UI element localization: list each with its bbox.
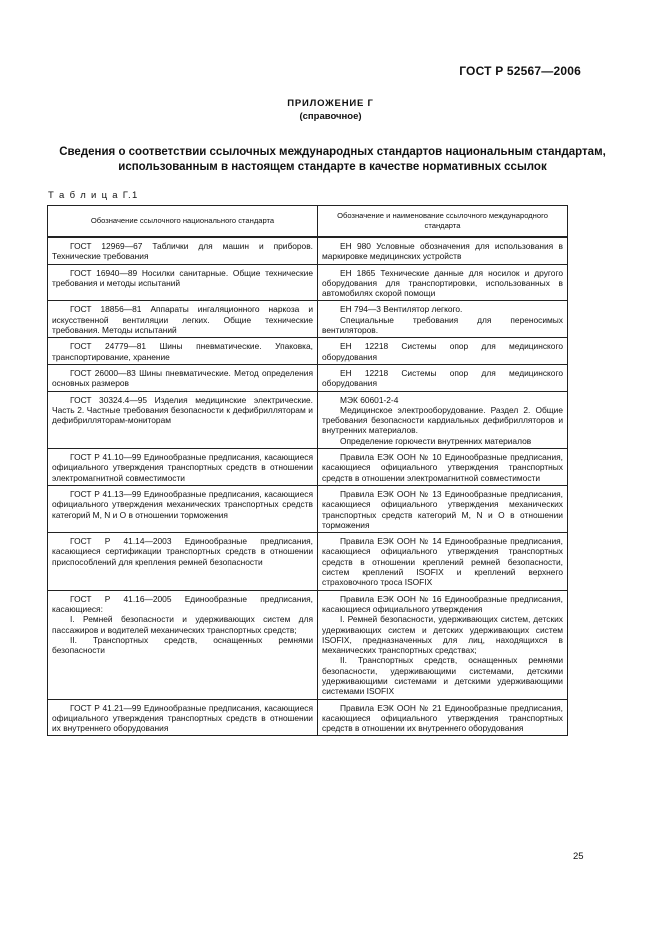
cell-text: II. Транспортных средств, оснащенных ремнями безопасности, удерживающими системами, детскими удерживающими системами и детскими удерживающими системами ISOFIX bbox=[322, 655, 563, 697]
table-cell-national bbox=[48, 301, 318, 338]
cell-text: ЕН 12218 Системы опор для медицинского оборудования bbox=[322, 367, 563, 389]
table-cell-international bbox=[318, 699, 568, 736]
cell-text: I. Ремней безопасности, удерживающих систем, детских удерживающих систем и детских удерживающих систем ISOFIX, предназначенных для лиц, находящихся в механических транспортных средствах; bbox=[322, 614, 563, 656]
cell-text: ГОСТ 16940—89 Носилки санитарные. Общие технические требования и методы испытаний bbox=[52, 267, 313, 288]
table-row bbox=[48, 301, 568, 338]
standards-table bbox=[47, 205, 568, 736]
table-cell-international bbox=[318, 485, 568, 532]
cell-text: Правила ЕЭК ООН № 16 Единообразные предписания, касающиеся официального утверждения bbox=[322, 593, 563, 614]
cell-text: Правила ЕЭК ООН № 14 Единообразные предписания, касающиеся официального утверждения транспортных средств в отношении креплений ремней безопасности, систем креплений ISOFIX и креплений верхнего страховочного троса ISOFIX bbox=[322, 536, 563, 588]
table-cell-national bbox=[48, 533, 318, 590]
table-row bbox=[48, 364, 568, 391]
cell-text: ГОСТ 26000—83 Шины пневматические. Метод определения основных размеров bbox=[52, 367, 313, 389]
cell-text: МЭК 60601-2-4 bbox=[340, 394, 399, 405]
cell-text: ГОСТ Р 41.21—99 Единообразные предписания, касающиеся официального утверждения транспортных средств в отношении их внутреннего оборудования bbox=[52, 702, 313, 734]
cell-text: ГОСТ Р 41.16—2005 Единообразные предписания, касающиеся: bbox=[52, 593, 313, 614]
cell-text: ЕН 980 Условные обозначения для использования в маркировке медицинских устройств bbox=[322, 241, 563, 262]
table-cell-international bbox=[318, 391, 568, 448]
cell-text: ГОСТ 18856—81 Аппараты ингаляционного наркоза и искусственной вентиляции легких. Общие технические требования. Методы испытаний bbox=[52, 304, 313, 336]
cell-text: I. Ремней безопасности и удерживающих систем для пассажиров и водителей механических транспортных средств; bbox=[52, 614, 313, 635]
document-code: ГОСТ Р 52567—2006 bbox=[459, 64, 581, 78]
cell-text: ГОСТ 12969—67 Таблички для машин и приборов. Технические требования bbox=[52, 241, 313, 262]
cell-text: Правила ЕЭК ООН № 10 Единообразные предписания, касающиеся официального утверждения транспортных средств в отношении электромагнитной совместимости bbox=[322, 452, 563, 483]
table-cell-national bbox=[48, 264, 318, 301]
cell-text: ГОСТ 24779—81 Шины пневматические. Упаковка, транспортирование, хранение bbox=[52, 341, 313, 362]
appendix-title: ПРИЛОЖЕНИЕ Г bbox=[287, 98, 374, 109]
cell-text: ЕН 12218 Системы опор для медицинского оборудования bbox=[322, 341, 563, 362]
table-cell-international bbox=[318, 590, 568, 699]
table-cell-international bbox=[318, 449, 568, 486]
table-row bbox=[48, 533, 568, 590]
table-row bbox=[48, 338, 568, 365]
table-cell-national bbox=[48, 364, 318, 391]
table-row bbox=[48, 264, 568, 301]
table-cell-national bbox=[48, 485, 318, 532]
column-header-national: Обозначение ссылочного национального стандарта bbox=[48, 206, 318, 238]
table-cell-international bbox=[318, 237, 568, 264]
cell-text: ГОСТ Р 41.13—99 Единообразные предписания, касающиеся официального утверждения механических транспортных средств категорий М, N и О в отношении торможения bbox=[52, 488, 313, 520]
cell-text: Определение горючести внутренних материалов bbox=[340, 435, 532, 446]
cell-text: Медицинское электрооборудование. Раздел 2. Общие требования безопасности кардиальных дефибрилляторов и внутренних материалов. bbox=[322, 404, 563, 436]
column-header-international: Обозначение и наименование ссылочного международного стандарта bbox=[318, 206, 568, 238]
table-cell-national bbox=[48, 237, 318, 264]
table-row bbox=[48, 590, 568, 699]
cell-text: ГОСТ Р 41.10—99 Единообразные предписания, касающиеся официального утверждения транспортных средств в отношении электромагнитной совместимости bbox=[52, 452, 313, 483]
cell-text: Правила ЕЭК ООН № 13 Единообразные предписания, касающиеся официального утверждения механических транспортных средств категорий М, N и О в отношении торможения bbox=[322, 488, 563, 530]
page-number: 25 bbox=[573, 851, 584, 862]
table-label: Т а б л и ц а Г.1 bbox=[48, 190, 139, 201]
cell-text: ГОСТ Р 41.14—2003 Единообразные предписания, касающиеся сертификации транспортных средств в отношении приспособлений для крепления ремней безопасности bbox=[52, 536, 313, 567]
table-cell-international bbox=[318, 364, 568, 391]
cell-text: Правила ЕЭК ООН № 21 Единообразные предписания, касающиеся официального утверждения транспортных средств в отношении их внутреннего оборудования bbox=[322, 702, 563, 734]
table-cell-international bbox=[318, 533, 568, 590]
table-row bbox=[48, 485, 568, 532]
appendix-subtitle: (справочное) bbox=[299, 111, 362, 122]
table-row bbox=[48, 391, 568, 448]
cell-text: ЕН 794—3 Вентилятор легкого. bbox=[340, 304, 463, 315]
table-cell-international bbox=[318, 264, 568, 301]
table-cell-national bbox=[48, 699, 318, 736]
table-cell-national bbox=[48, 391, 318, 448]
table-row bbox=[48, 449, 568, 486]
table-cell-international bbox=[318, 338, 568, 365]
cell-text: ГОСТ 30324.4—95 Изделия медицинские электрические. Часть 2. Частные требования безопасности к дефибрилляторам и дефибрилляторам-мониторам bbox=[52, 394, 313, 426]
table-row bbox=[48, 237, 568, 264]
cell-text: ЕН 1865 Технические данные для носилок и другого оборудования для транспортировки, использованных в автомобилях скорой помощи bbox=[322, 267, 563, 299]
table-cell-national bbox=[48, 590, 318, 699]
table-row bbox=[48, 699, 568, 736]
table-body bbox=[48, 237, 568, 736]
table-header-row bbox=[48, 206, 568, 238]
table-cell-national bbox=[48, 449, 318, 486]
table-cell-international bbox=[318, 301, 568, 338]
cell-text: II. Транспортных средств, оснащенных ремнями безопасности bbox=[52, 634, 313, 656]
cell-text: Специальные требования для переносимых вентиляторов. bbox=[322, 314, 563, 336]
section-heading: Сведения о соответствии ссылочных международных стандартов национальным стандартам, использованным в настоящем стандарте в качестве нормативных ссылок bbox=[59, 146, 606, 173]
table-cell-national bbox=[48, 338, 318, 365]
